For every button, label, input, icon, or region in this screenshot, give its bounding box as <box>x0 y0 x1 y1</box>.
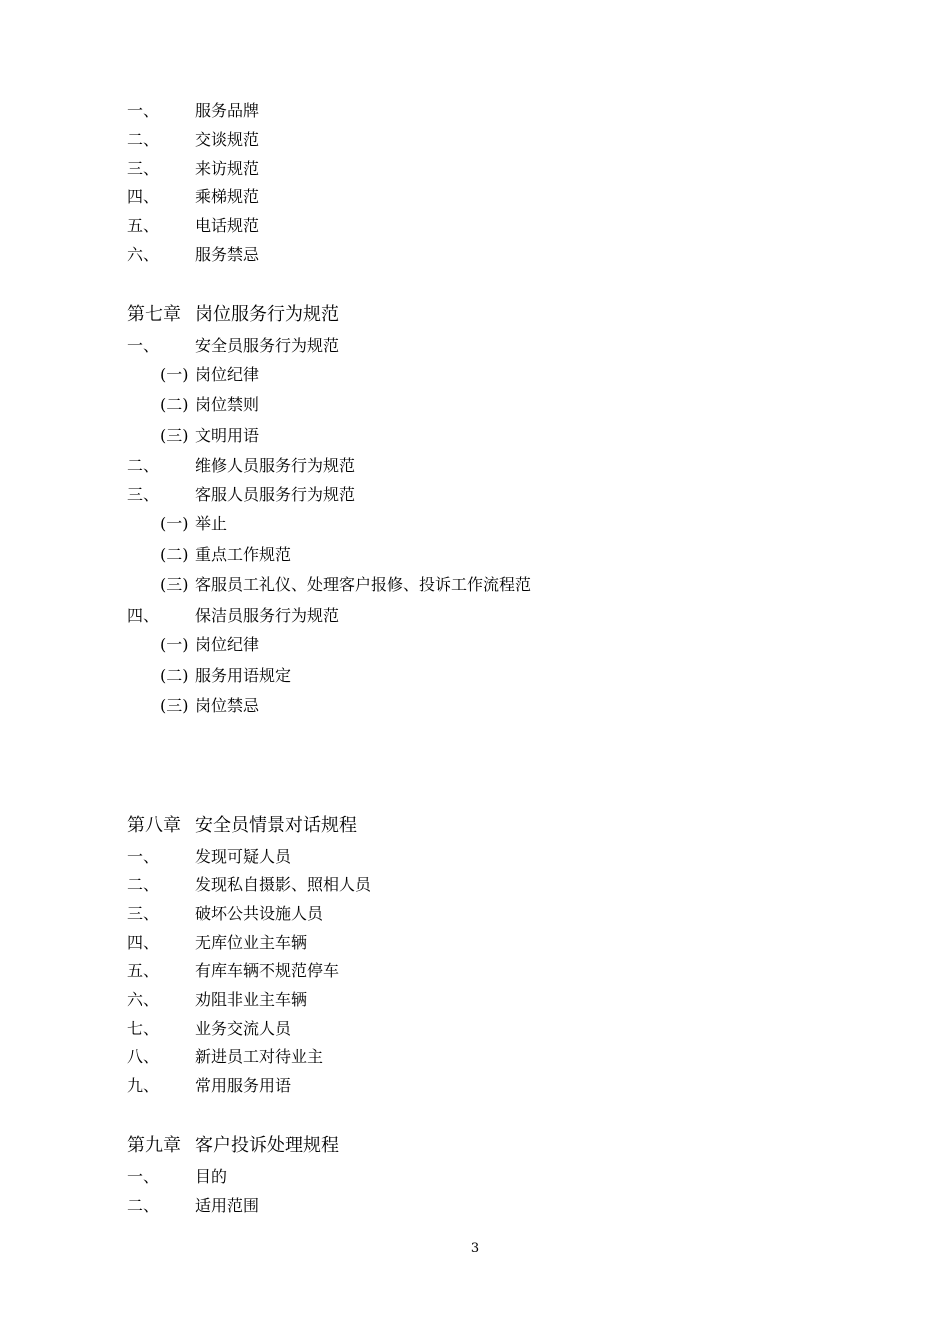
sub-item-number: (三) <box>160 696 189 715</box>
chapter-title: 岗位服务行为规范 <box>195 304 339 325</box>
item-number: 一、 <box>127 1167 160 1186</box>
sub-item-number: (一) <box>160 514 189 533</box>
item-number: 四、 <box>127 606 160 625</box>
item-text: 来访规范 <box>195 159 260 178</box>
item-text: 发现可疑人员 <box>195 847 292 866</box>
sub-item-number: (二) <box>160 545 189 564</box>
item-number: 二、 <box>127 1196 160 1215</box>
sub-item-text: 重点工作规范 <box>195 545 292 564</box>
item-number: 二、 <box>127 456 160 475</box>
item-number: 六、 <box>127 245 160 264</box>
sub-item-number: (二) <box>160 395 189 414</box>
sub-item-number: (三) <box>160 575 189 594</box>
item-number: 五、 <box>127 961 160 980</box>
item-number: 三、 <box>127 904 160 923</box>
sub-item-number: (二) <box>160 666 189 685</box>
item-number: 二、 <box>127 130 160 149</box>
item-text: 发现私自摄影、照相人员 <box>195 875 372 894</box>
sub-item-number: (三) <box>160 426 189 445</box>
chapter-number: 第八章 <box>127 815 181 836</box>
item-text: 乘梯规范 <box>195 187 260 206</box>
sub-item-text: 岗位纪律 <box>195 635 260 654</box>
sub-item-text: 客服员工礼仪、处理客户报修、投诉工作流程范 <box>195 575 532 594</box>
item-number: 三、 <box>127 485 160 504</box>
item-number: 一、 <box>127 847 160 866</box>
chapter-heading <box>127 1135 339 1157</box>
item-number: 五、 <box>127 216 160 235</box>
item-number: 八、 <box>127 1047 160 1066</box>
chapter-number: 第九章 <box>127 1135 181 1156</box>
item-number: 六、 <box>127 990 160 1009</box>
sub-item-text: 岗位纪律 <box>195 365 260 384</box>
sub-item-text: 服务用语规定 <box>195 666 292 685</box>
chapter-title: 客户投诉处理规程 <box>195 1135 339 1156</box>
item-text: 保洁员服务行为规范 <box>195 606 340 625</box>
item-number: 九、 <box>127 1076 160 1095</box>
item-number: 四、 <box>127 933 160 952</box>
item-number: 一、 <box>127 101 160 120</box>
sub-item-number: (一) <box>160 365 189 384</box>
item-number: 七、 <box>127 1019 160 1038</box>
item-text: 服务禁忌 <box>195 245 260 264</box>
item-number: 一、 <box>127 336 160 355</box>
sub-item-text: 岗位禁忌 <box>195 696 260 715</box>
item-text: 安全员服务行为规范 <box>195 336 340 355</box>
item-text: 客服人员服务行为规范 <box>195 485 356 504</box>
chapter-heading <box>127 815 357 837</box>
item-text: 维修人员服务行为规范 <box>195 456 356 475</box>
chapter-title: 安全员情景对话规程 <box>195 815 357 836</box>
item-text: 目的 <box>195 1167 228 1186</box>
chapter-number: 第七章 <box>127 304 181 325</box>
item-number: 三、 <box>127 159 160 178</box>
item-text: 服务品牌 <box>195 101 260 120</box>
item-text: 新进员工对待业主 <box>195 1047 324 1066</box>
item-text: 电话规范 <box>195 216 260 235</box>
chapter-heading <box>127 304 339 326</box>
item-number: 二、 <box>127 875 160 894</box>
page-number: 3 <box>470 1241 480 1256</box>
sub-item-text: 岗位禁则 <box>195 395 260 414</box>
item-text: 交谈规范 <box>195 130 260 149</box>
sub-item-number: (一) <box>160 635 189 654</box>
item-text: 常用服务用语 <box>195 1076 292 1095</box>
item-text: 劝阻非业主车辆 <box>195 990 308 1009</box>
sub-item-text: 举止 <box>195 514 228 533</box>
item-number: 四、 <box>127 187 160 206</box>
sub-item-text: 文明用语 <box>195 426 260 445</box>
item-text: 无库位业主车辆 <box>195 933 308 952</box>
item-text: 破坏公共设施人员 <box>195 904 324 923</box>
item-text: 业务交流人员 <box>195 1019 292 1038</box>
item-text: 适用范围 <box>195 1196 260 1215</box>
item-text: 有库车辆不规范停车 <box>195 961 340 980</box>
